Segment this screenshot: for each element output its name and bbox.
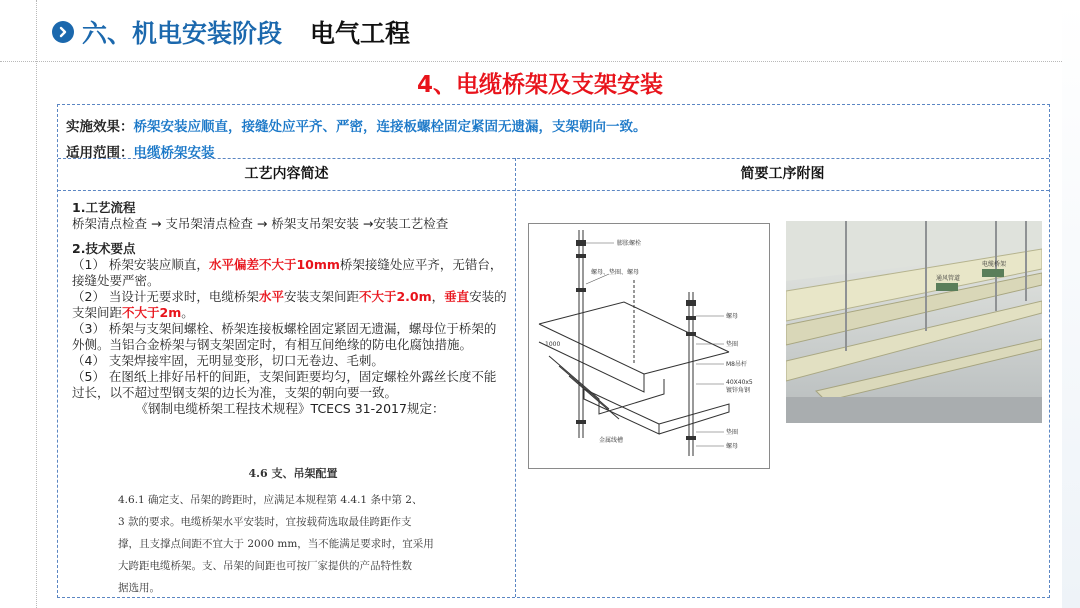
standard-line: 3 款的要求。电缆桥架水平安装时，宜按载荷选取最佳跨距作支 — [118, 516, 412, 528]
diagram-label: 垫圈 — [726, 429, 739, 436]
standard-line: 大跨距电缆桥架。支、吊架的间距也可按厂家提供的产品特性数 — [118, 560, 412, 572]
content-table — [57, 104, 1050, 598]
scope-label: 适用范围： — [66, 145, 134, 161]
page-title: 4、电缆桥架及支架安装 — [416, 72, 663, 98]
effect-value: 桥架安装应顺直，接缝处应平齐、严密，连接板螺栓固定紧固无遗漏，支架朝向一致。 — [133, 119, 647, 135]
tech-point-3: （3） 桥架与支架间螺栓、桥架连接板螺栓固定紧固无遗漏，螺母位于桥架的外侧。当铝合金桥架与钢支架固定时，有相互间绝缘的防电化腐蚀措施。 — [72, 321, 497, 352]
diagram-label: 膨胀螺栓 — [617, 240, 642, 247]
photo-sign-label: 电缆桥架 — [982, 261, 1007, 268]
standard-line: 撑，且支撑点间距不宜大于 2000 mm，当不能满足要求时，宜采用 — [118, 538, 434, 550]
diagram-label: 镀锌角钢 — [726, 387, 751, 394]
tech-point-4: （4） 支架焊接牢固，无明显变形，切口无卷边、毛刺。 — [72, 353, 384, 368]
diagram-label: 金属线槽 — [599, 437, 624, 444]
tech-heading: 2.技术要点 — [72, 241, 136, 256]
diagram-label: 螺母 — [726, 313, 739, 320]
section-title: 六、机电安装阶段 — [82, 19, 283, 48]
standard-section-title: 4.6 支、吊架配置 — [248, 467, 338, 480]
diagram-label: 螺母、垫圈、螺母 — [591, 269, 640, 276]
diagram-label: 螺母 — [726, 443, 739, 450]
standard-excerpt — [118, 463, 468, 599]
process-description — [72, 200, 508, 417]
tech-point-5: （5） 在图纸上排好吊杆的间距，支架间距要均匀，固定螺栓外露丝长度不能过长，以不超过型钢支架的边长为准，支架的朝向要一致。 — [72, 369, 497, 400]
process-flow: 桥架清点检查 → 支吊架清点检查 → 桥架支吊架安装 →安装工艺检查 — [72, 216, 449, 231]
chevron-right-icon — [52, 21, 74, 43]
diagram-label: 40X40x5 — [726, 379, 753, 386]
effect-label: 实施效果： — [66, 119, 134, 135]
column-header-right: 简要工序附图 — [740, 166, 825, 182]
column-header-row — [58, 158, 1049, 191]
slide-header — [52, 14, 410, 50]
subsection-title: 电气工程 — [310, 19, 411, 48]
process-heading: 1.工艺流程 — [72, 200, 136, 215]
scope-value: 电缆桥架安装 — [133, 145, 215, 161]
photo-sign-label: 通风管道 — [936, 275, 961, 282]
cable-tray-photo — [786, 221, 1042, 423]
effect-line — [66, 115, 647, 135]
tech-point-1: （1） 桥架安装应顺直，水平偏差不大于10mm桥架接缝处应平齐，无错台，接缝处要严密。 — [72, 257, 503, 288]
column-header-left: 工艺内容简述 — [244, 166, 329, 182]
standard-line: 据选用。 — [118, 582, 160, 594]
diagram-label: 垫圈 — [726, 341, 739, 348]
column-divider — [515, 158, 516, 597]
installation-diagram — [528, 223, 770, 469]
guide-line-horizontal — [0, 61, 1080, 62]
standard-line: 4.6.1 确定支、吊架的跨距时，应满足本规程第 4.4.1 条中第 2、 — [118, 494, 423, 506]
diagram-label: 1000 — [545, 341, 561, 348]
standard-citation: 《钢制电缆桥架工程技术规程》TCECS 31-2017规定： — [135, 401, 445, 416]
diagram-label: M8吊杆 — [726, 361, 747, 368]
tech-point-2: （2） 当设计无要求时，电缆桥架水平安装支架间距不大于2.0m，垂直安装的支架间距不大于2m。 — [72, 289, 507, 320]
